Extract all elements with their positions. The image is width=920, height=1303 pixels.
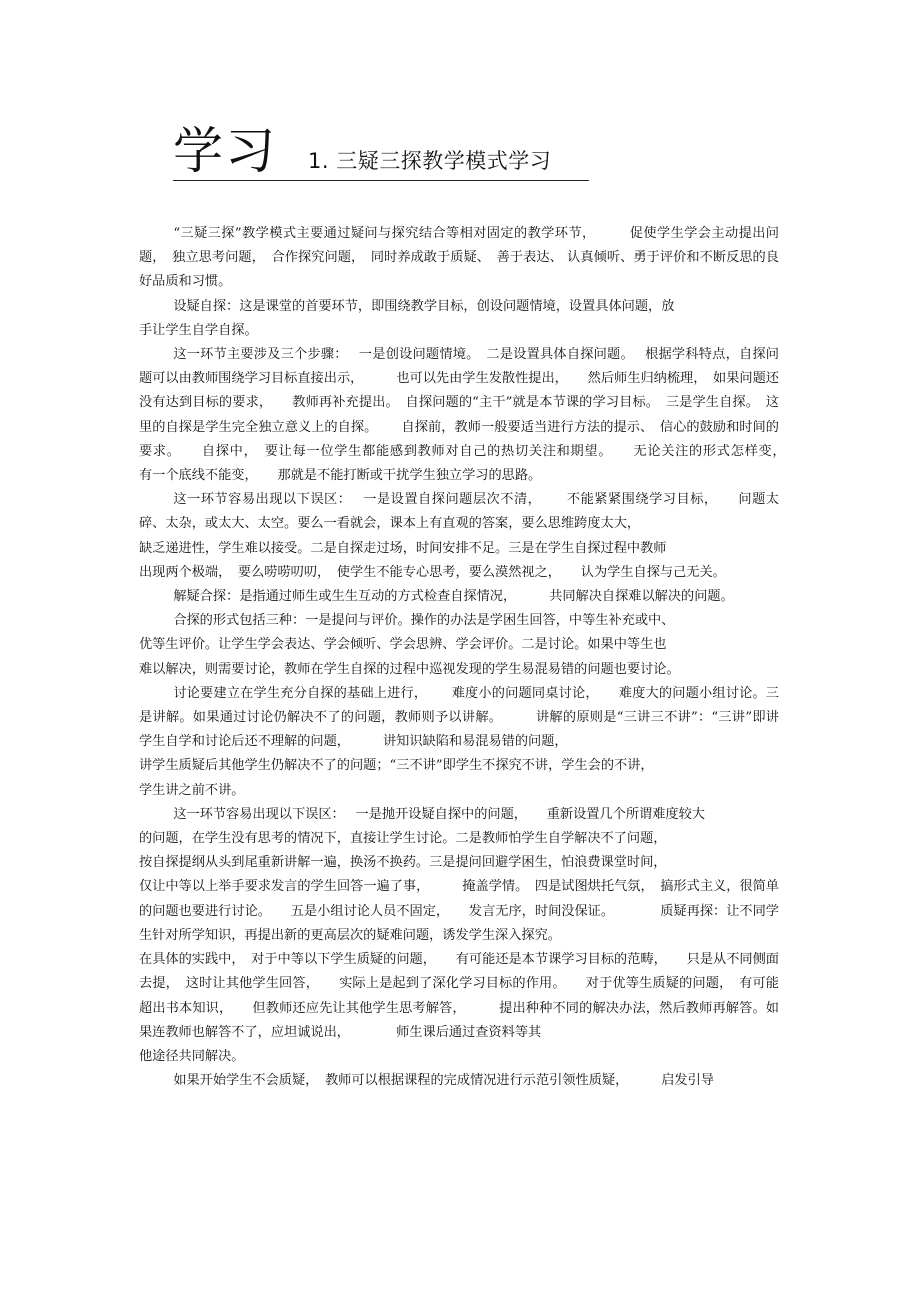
paragraph: 难以解决，则需要讨论，教师在学生自探的过程中巡视发现的学生易混易错的问题也要讨论。 bbox=[139, 661, 680, 677]
paragraph: 出现两个极端， 要么唠唠叨叨， 使学生不能专心思考，要么漠然视之， 认为学生自探与己无关。 bbox=[139, 564, 726, 580]
paragraph: 这一环节容易出现以下误区： 一是抛开设疑自探中的问题， 重新设置几个所谓难度较大 bbox=[173, 806, 705, 822]
paragraph: 如果开始学生不会质疑， 教师可以根据课程的完成情况进行示范引领性质疑， 启发引导 bbox=[173, 1073, 714, 1089]
sub-title: 1. 三疑三探教学模式学习 bbox=[308, 149, 552, 173]
paragraph: 讨论要建立在学生充分自探的基础上进行， 难度小的问题同桌讨论， 难度大的问题小组讨论。三是讲解。如果通过讨论仍解决不了的问题，教师则予以讲解。 讲解的原则是“三讲三不讲”：“三讲”即讲学生自学和讨论后还不理解的问题， 讲知识缺陷和易混易错的问题， bbox=[139, 685, 779, 750]
paragraph: 解疑合探：是指通过师生或生生互动的方式检查自探情况， 共同解决自探难以解决的问题。 bbox=[173, 589, 734, 605]
big-title: 学习 bbox=[173, 122, 277, 180]
paragraph: “三疑三探”教学模式主要通过疑问与探究结合等相对固定的教学环节， 促使学生学会主动提出问题， 独立思考问题， 合作探究问题， 同时养成敢于质疑、 善于表达、 认真倾听、勇于评价和不断反思的良好品质和习惯。 bbox=[139, 226, 779, 290]
paragraph: 的问题，在学生没有思考的情况下，直接让学生讨论。二是教师怕学生自学解决不了问题， bbox=[139, 831, 667, 847]
paragraph: 这一环节容易出现以下误区： 一是设置自探问题层次不清， 不能紧紧围绕学习目标， 问题太碎、太杂，或太大、太空。要么一看就会，课本上有直观的答案，要么思维跨度太大， bbox=[139, 492, 779, 532]
title-header bbox=[173, 122, 589, 181]
paragraph: 缺乏递进性，学生难以接受。二是自探走过场，时间安排不足。三是在学生自探过程中教师 bbox=[139, 540, 667, 556]
paragraph: 仅让中等以上举手要求发言的学生回答一遍了事， 掩盖学情。 四是试图烘托气氛， 搞形式主义，很简单的问题也要进行讨论。 五是小组讨论人员不固定， 发言无序，时间没保证。 质疑再探：让不同学生针对所学知识，再提出新的更高层次的疑难问题，诱发学生深入探究。 bbox=[139, 879, 779, 943]
body-text bbox=[139, 222, 806, 1093]
paragraph: 讲学生质疑后其他学生仍解决不了的问题；“三不讲”即学生不探究不讲，学生会的不讲， bbox=[139, 758, 654, 774]
paragraph: 手让学生自学自探。 bbox=[139, 322, 258, 338]
paragraph: 在具体的实践中， 对于中等以下学生质疑的问题， 有可能还是本节课学习目标的范畴， 只是从不同侧面去提， 这时让其他学生回答， 实际上是起到了深化学习目标的作用。 对于优等生质疑的问题， 有可能超出书本知识， 但教师还应先让其他学生思考解答， 提出种种不同的解决办法，然后教师再解答。如果连教师也解答不了，应坦诚说出， 师生课后通过查资料等其 bbox=[139, 952, 779, 1040]
paragraph: 按自探提纲从头到尾重新讲解一遍，换汤不换药。三是提问回避学困生，怕浪费课堂时间， bbox=[139, 855, 667, 871]
paragraph: 这一环节主要涉及三个步骤： 一是创设问题情境。 二是设置具体自探问题。 根据学科特点，自探问题可以由教师围绕学习目标直接出示， 也可以先由学生发散性提出， 然后师生归纳梳理， 如果问题还没有达到目标的要求， 教师再补充提出。 自探问题的“主干”就是本节课的学习目标。 三是学生自探。 这里的自探是学生完全独立意义上的自探。 自探前，教师一般要适当进行方法的提示、 信心的鼓励和时间的要求。 自探中， 要让每一位学生都能感到教师对自己的热切关注和期望。 无论关注的形式怎样变， 有一个底线不能变， 那就是不能打断或干扰学生独立学习的思路。 bbox=[139, 347, 806, 484]
paragraph: 合探的形式包括三种：一是提问与评价。操作的办法是学困生回答，中等生补充或中、 bbox=[173, 613, 675, 629]
paragraph: 他途径共同解决。 bbox=[139, 1048, 245, 1064]
paragraph: 设疑自探：这是课堂的首要环节，即围绕教学目标，创设问题情境，设置具体问题，放 bbox=[173, 298, 675, 314]
paragraph: 学生讲之前不讲。 bbox=[139, 782, 245, 798]
paragraph: 优等生评价。让学生学会表达、学会倾听、学会思辨、学会评价。二是讨论。如果中等生也 bbox=[139, 637, 667, 653]
